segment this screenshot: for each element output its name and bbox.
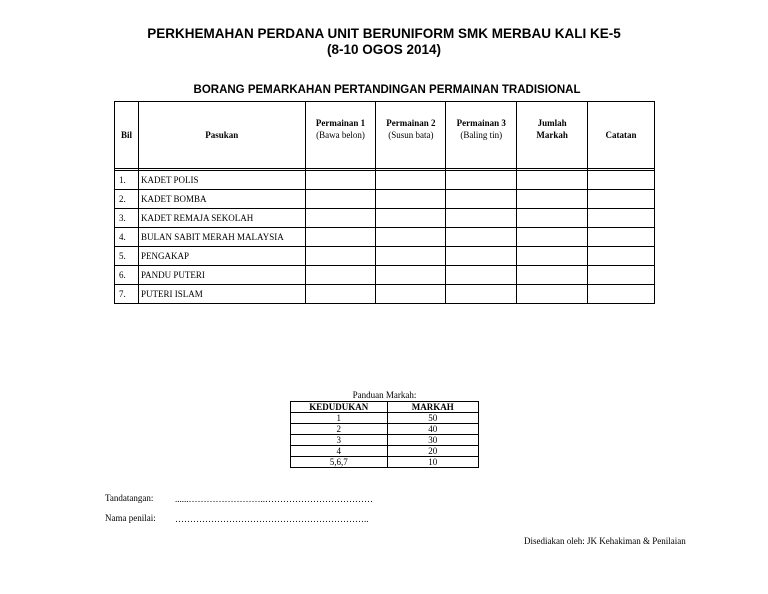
header-total-sub: Markah bbox=[536, 130, 568, 140]
header-game-3 bbox=[446, 102, 517, 169]
guide-header-row bbox=[291, 402, 479, 413]
score-cell[interactable] bbox=[446, 171, 517, 190]
score-cell[interactable] bbox=[446, 247, 517, 266]
header-game-1 bbox=[305, 102, 376, 169]
header-total bbox=[517, 102, 588, 169]
guide-header-position: KEDUDUKAN bbox=[291, 402, 388, 413]
row-team: PANDU PUTERI bbox=[138, 266, 305, 285]
notes-cell[interactable] bbox=[588, 266, 655, 285]
row-bil: 6. bbox=[115, 266, 139, 285]
signature-line[interactable]: ......……………………..……………………………… bbox=[175, 494, 373, 504]
header-game-1-label: Permainan 1 bbox=[315, 118, 366, 128]
notes-cell[interactable] bbox=[588, 190, 655, 209]
total-cell[interactable] bbox=[517, 190, 588, 209]
row-team: KADET BOMBA bbox=[138, 190, 305, 209]
table-row bbox=[115, 209, 655, 228]
header-notes: Catatan bbox=[588, 102, 655, 169]
row-bil: 5. bbox=[115, 247, 139, 266]
header-game-2-label: Permainan 2 bbox=[386, 118, 436, 128]
assessor-name-line[interactable]: ……………………………………………………….. bbox=[175, 514, 369, 524]
row-team: PUTERI ISLAM bbox=[138, 285, 305, 304]
guide-marks: 10 bbox=[387, 457, 478, 468]
guide-marks: 30 bbox=[387, 435, 478, 446]
header-total-label: Jumlah bbox=[537, 118, 567, 128]
score-cell[interactable] bbox=[376, 209, 446, 228]
table-header-row bbox=[115, 102, 655, 169]
guide-row bbox=[291, 446, 479, 457]
notes-cell[interactable] bbox=[588, 247, 655, 266]
guide-position: 2 bbox=[291, 424, 388, 435]
row-team: PENGAKAP bbox=[138, 247, 305, 266]
score-cell[interactable] bbox=[376, 190, 446, 209]
marking-guide-table bbox=[290, 401, 479, 468]
signature-label: Tandatangan: bbox=[105, 493, 154, 503]
table-row bbox=[115, 247, 655, 266]
row-team: BULAN SABIT MERAH MALAYSIA bbox=[138, 228, 305, 247]
row-bil: 2. bbox=[115, 190, 139, 209]
row-team: KADET POLIS bbox=[138, 171, 305, 190]
row-bil: 3. bbox=[115, 209, 139, 228]
guide-row bbox=[291, 413, 479, 424]
score-cell[interactable] bbox=[305, 285, 376, 304]
form-subtitle: BORANG PEMARKAHAN PERTANDINGAN PERMAINAN TRADISIONAL bbox=[193, 84, 581, 96]
form-title: PERKHEMAHAN PERDANA UNIT BERUNIFORM SMK MERBAU KALI KE-5 bbox=[147, 26, 621, 41]
score-cell[interactable] bbox=[376, 285, 446, 304]
header-game-1-sub: (Bawa belon) bbox=[316, 130, 365, 140]
total-cell[interactable] bbox=[517, 266, 588, 285]
total-cell[interactable] bbox=[517, 209, 588, 228]
score-cell[interactable] bbox=[446, 266, 517, 285]
total-cell[interactable] bbox=[517, 285, 588, 304]
prepared-by: Disediakan oleh: JK Kehakiman & Penilaian bbox=[524, 536, 686, 546]
guide-marks: 50 bbox=[387, 413, 478, 424]
table-row bbox=[115, 285, 655, 304]
total-cell[interactable] bbox=[517, 228, 588, 247]
guide-position: 5,6,7 bbox=[291, 457, 388, 468]
table-row bbox=[115, 171, 655, 190]
header-bil: Bil bbox=[115, 102, 139, 169]
score-cell[interactable] bbox=[305, 228, 376, 247]
form-dates: (8-10 OGOS 2014) bbox=[326, 42, 442, 57]
score-cell[interactable] bbox=[446, 228, 517, 247]
score-cell[interactable] bbox=[305, 171, 376, 190]
score-cell[interactable] bbox=[376, 171, 446, 190]
guide-row bbox=[291, 424, 479, 435]
total-cell[interactable] bbox=[517, 247, 588, 266]
score-cell[interactable] bbox=[446, 285, 517, 304]
marking-guide-title: Panduan Markah: bbox=[352, 390, 417, 400]
score-cell[interactable] bbox=[305, 190, 376, 209]
notes-cell[interactable] bbox=[588, 285, 655, 304]
notes-cell[interactable] bbox=[588, 171, 655, 190]
score-cell[interactable] bbox=[446, 190, 517, 209]
guide-position: 3 bbox=[291, 435, 388, 446]
scoring-table bbox=[114, 101, 655, 304]
row-bil: 7. bbox=[115, 285, 139, 304]
header-pasukan: Pasukan bbox=[138, 102, 305, 169]
header-game-2-sub: (Susun bata) bbox=[388, 130, 434, 140]
guide-position: 4 bbox=[291, 446, 388, 457]
notes-cell[interactable] bbox=[588, 228, 655, 247]
score-cell[interactable] bbox=[376, 247, 446, 266]
guide-row bbox=[291, 435, 479, 446]
guide-header-marks: MARKAH bbox=[387, 402, 478, 413]
guide-row bbox=[291, 457, 479, 468]
score-cell[interactable] bbox=[305, 209, 376, 228]
score-cell[interactable] bbox=[376, 266, 446, 285]
table-row bbox=[115, 190, 655, 209]
guide-marks: 20 bbox=[387, 446, 478, 457]
score-cell[interactable] bbox=[305, 247, 376, 266]
notes-cell[interactable] bbox=[588, 209, 655, 228]
header-game-3-label: Permainan 3 bbox=[456, 118, 506, 128]
row-bil: 1. bbox=[115, 171, 139, 190]
header-game-3-sub: (Baling tin) bbox=[460, 130, 503, 140]
guide-position: 1 bbox=[291, 413, 388, 424]
score-cell[interactable] bbox=[305, 266, 376, 285]
row-bil: 4. bbox=[115, 228, 139, 247]
row-team: KADET REMAJA SEKOLAH bbox=[138, 209, 305, 228]
header-game-2 bbox=[376, 102, 446, 169]
total-cell[interactable] bbox=[517, 171, 588, 190]
assessor-name-label: Nama penilai: bbox=[105, 513, 156, 523]
table-row bbox=[115, 228, 655, 247]
score-cell[interactable] bbox=[376, 228, 446, 247]
table-row bbox=[115, 266, 655, 285]
guide-marks: 40 bbox=[387, 424, 478, 435]
score-cell[interactable] bbox=[446, 209, 517, 228]
